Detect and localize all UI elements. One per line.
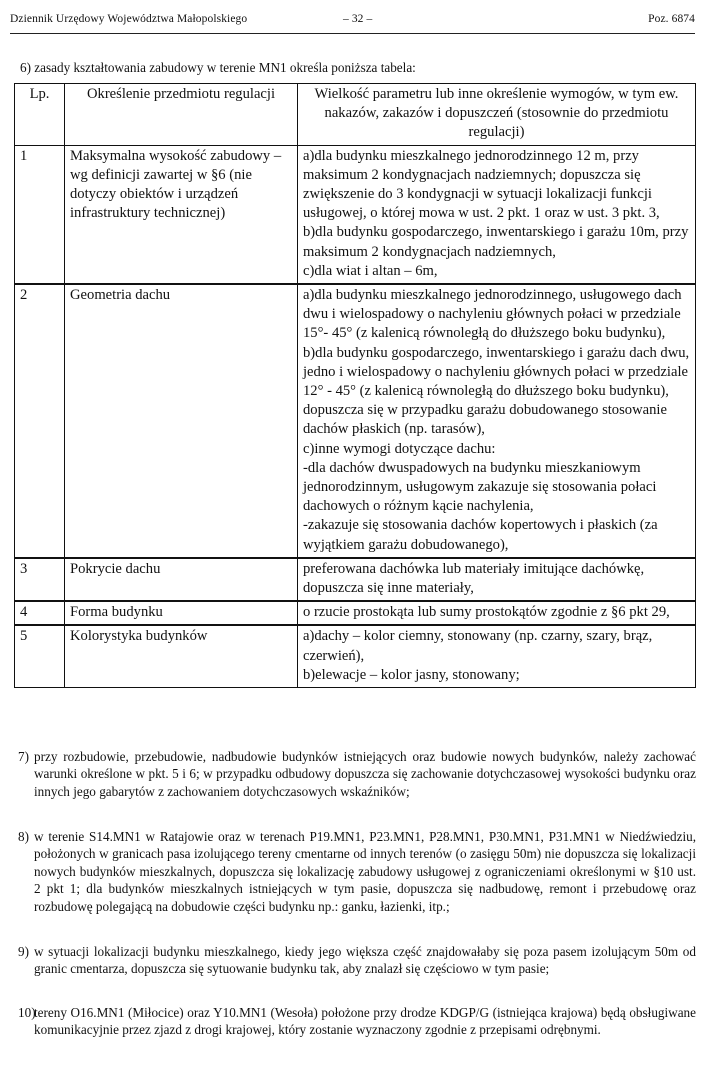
item-text: przy rozbudowie, przebudowie, nadbudowie budynków istniejących oraz budowie nowych budynków, należy zachować warunki określone w pkt. 5 i 6; w przypadku odbudowy dopuszcza się zachowanie dotychczasowej wysokości budynku oraz innych jego gabarytów z zachowaniem dotychczasowych wskaźników;: [34, 749, 696, 799]
column-header-parameter: Wielkość parametru lub inne określenie wymogów, w tym ew. nakazów, zakazów i dopuszczeń (stosownie do przedmiotu regulacji): [298, 84, 696, 146]
item-number: 8): [18, 829, 29, 844]
regulation-table: [14, 83, 696, 688]
table-row: [15, 558, 696, 601]
row-parameter: [298, 625, 696, 687]
parameter-line: -zakazuje się stosowania dachów kopertowych i płaskich (za wyjątkiem garażu dobudowanego),: [303, 517, 658, 553]
list-item: [18, 828, 696, 915]
item-number: 7): [18, 749, 29, 764]
row-parameter: [298, 601, 696, 625]
item-text: tereny O16.MN1 (Miłocice) oraz Y10.MN1 (Wesoła) położone przy drodze KDGP/G (istniejąca krajowa) będą obsługiwane komunikacyjnie przez zjazd z drogi krajowej, który zostanie wyznaczony zgodnie z przepisami odrębnymi.: [34, 1005, 696, 1038]
item-number: 10): [18, 1005, 36, 1020]
row-number: 2: [15, 284, 65, 558]
column-header-lp: Lp.: [15, 84, 65, 146]
journal-title: Dziennik Urzędowy Województwa Małopolskiego: [10, 13, 248, 25]
row-subject: Pokrycie dachu: [65, 558, 298, 601]
parameter-line: a)dla budynku mieszkalnego jednorodzinnego, usługowego dach dwu i wielospadowy o nachyleniu głównych połaci w przedziale 15°- 45° (z kalenicą równoległą do dłuższego boku budynku),: [303, 287, 682, 342]
row-number: 5: [15, 625, 65, 687]
parameter-line: preferowana dachówka lub materiały imitujące dachówkę, dopuszcza się inne materiały,: [303, 560, 645, 597]
row-subject: Forma budynku: [65, 601, 298, 625]
parameter-line: -dla dachów dwuspadowych na budynku mieszkaniowym jednorodzinnym, usługowym zakazuje się stosowania połaci dachowych o różnym kącie nachylenia,: [303, 459, 657, 515]
row-number: 1: [15, 145, 65, 284]
parameter-line: b)dla budynku gospodarczego, inwentarskiego i garażu dach dwu, jedno i wielospadowy o nachyleniu głównych połaci w przedziale 12° - 45° (z kalenicą równoległą do dłuższego boku budynku), dopuszcza się w przypadku garażu dobudowanego stosowanie dachów płaskich (np. tarasów),: [303, 344, 690, 438]
row-subject: Maksymalna wysokość zabudowy – wg definicji zawartej w §6 (nie dotyczy obiektów i urządzeń infrastruktury technicznej): [65, 145, 298, 284]
table-row: [15, 284, 696, 558]
row-parameter: [298, 284, 696, 558]
position-number: Poz. 6874: [648, 13, 695, 25]
parameter-line: c)dla wiat i altan – 6m,: [303, 262, 438, 279]
table-header-row: [15, 84, 696, 146]
intro-text: 6) zasady kształtowania zabudowy w terenie MN1 określa poniższa tabela:: [20, 60, 416, 75]
parameter-line: b)elewacje – kolor jasny, stonowany;: [303, 666, 520, 683]
parameter-line: a)dla budynku mieszkalnego jednorodzinnego 12 m, przy maksimum 2 kondygnacjach nadziemnych; dopuszcza się zwiększenie do 3 kondygnacji w sytuacji lokalizacji funkcji usługowej, o której mowa w ust. 2 pkt. 1 oraz w ust. 3 pkt. 3,: [303, 147, 660, 222]
list-item: [18, 748, 696, 800]
item-text: w terenie S14.MN1 w Ratajowie oraz w terenach P19.MN1, P23.MN1, P28.MN1, P30.MN1, P31.MN1 w Niedźwiedziu, położonych w granicach pasa izolującego tereny cmentarne od innych terenów (o zasięgu 50m) nie dopuszcza się lokalizacji nowych budynków mieszkalnych, dopuszcza się lokalizację zabudowy usługowej z ograniczeniami określonymi w §10 ust. 2 pkt 1; dla budynków mieszkalnych istniejących w tym pasie, dopuszcza się nadbudowę, remont i przebudowę oraz rozbudowę polegającą na dobudowie części budynku np.: ganku, łazienki, itp.;: [34, 829, 696, 914]
table-row: [15, 625, 696, 687]
page-header: [10, 13, 695, 31]
parameter-line: c)inne wymogi dotyczące dachu:: [303, 440, 496, 457]
column-header-subject: Określenie przedmiotu regulacji: [65, 84, 298, 146]
row-number: 3: [15, 558, 65, 601]
row-subject: Kolorystyka budynków: [65, 625, 298, 687]
parameter-line: b)dla budynku gospodarczego, inwentarskiego i garażu 10m, przy maksimum 2 kondygnacjach nadziemnych,: [303, 224, 689, 260]
row-parameter: [298, 558, 696, 601]
page-number: – 32 –: [343, 13, 373, 25]
table-row: [15, 145, 696, 284]
parameter-line: o rzucie prostokąta lub sumy prostokątów zgodnie z §6 pkt 29,: [303, 604, 670, 621]
row-subject: Geometria dachu: [65, 284, 298, 558]
list-item: [18, 943, 696, 978]
item-number: 9): [18, 944, 29, 959]
header-divider: [10, 33, 695, 34]
row-number: 4: [15, 601, 65, 625]
parameter-line: a)dachy – kolor ciemny, stonowany (np. czarny, szary, brąz, czerwień),: [303, 628, 653, 664]
list-item: [18, 1004, 696, 1039]
row-parameter: [298, 145, 696, 284]
table-row: [15, 601, 696, 625]
item-text: w sytuacji lokalizacji budynku mieszkalnego, kiedy jego większa część znajdowałaby się poza pasem izolującym 50m od granic cmentarza, dopuszcza się sytuowanie budynku tak, aby znalazł się częściowo w tym pasie;: [34, 944, 696, 977]
